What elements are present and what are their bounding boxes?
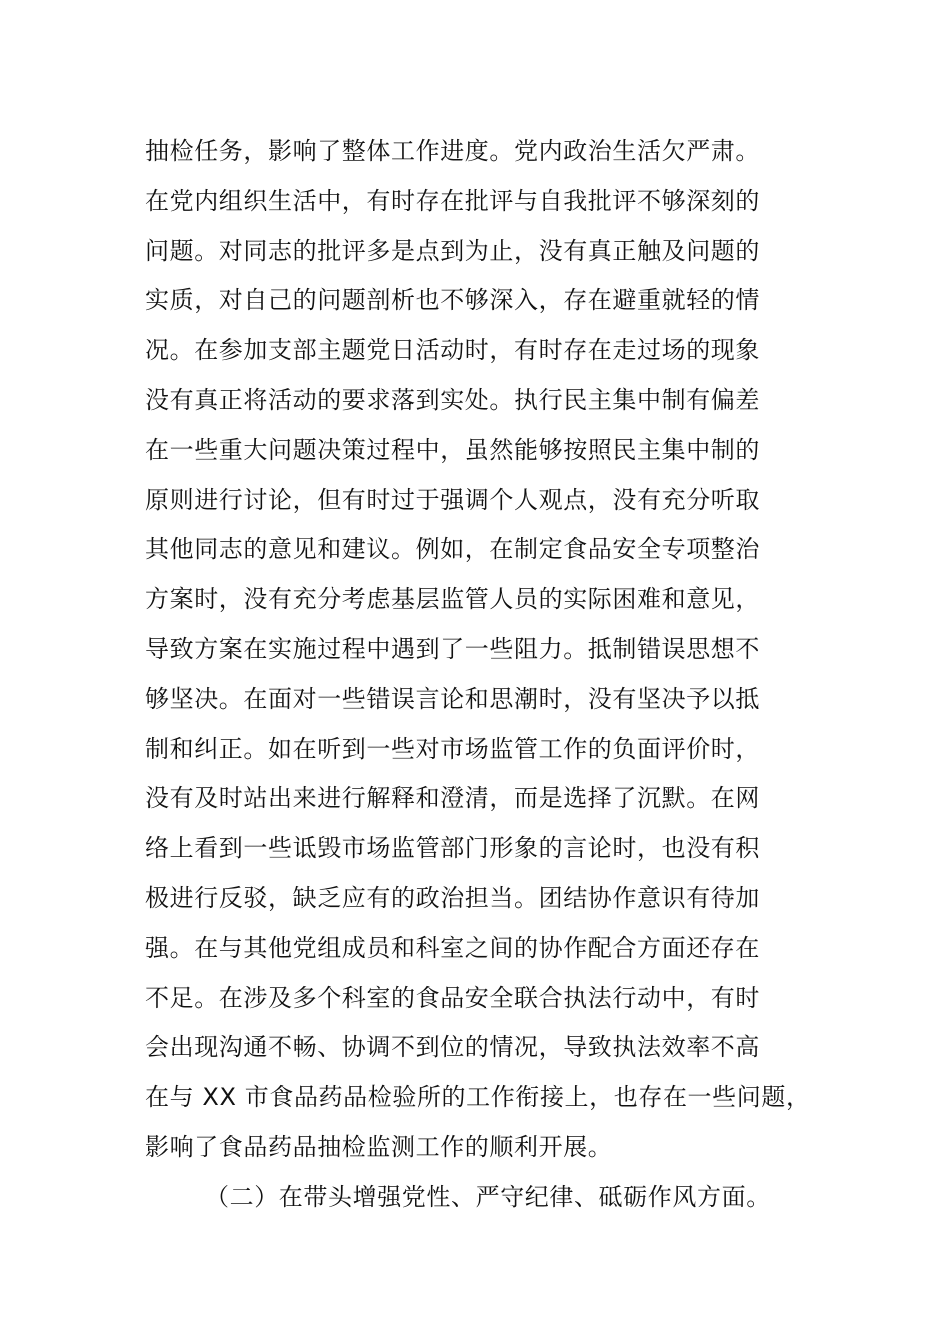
text-line: 导致方案在实施过程中遇到了一些阻力。抵制错误思想不: [145, 634, 760, 663]
text-line: 络上看到一些诋毁市场监管部门形象的言论时，也没有积: [145, 834, 760, 863]
text-line: 不足。在涉及多个科室的食品安全联合执法行动中，有时: [145, 983, 760, 1012]
text-line: 强。在与其他党组成员和科室之间的协作配合方面还存在: [145, 933, 760, 962]
text-line: 制和纠正。如在听到一些对市场监管工作的负面评价时，: [145, 734, 760, 763]
text-line: 问题。对同志的批评多是点到为止，没有真正触及问题的: [145, 236, 760, 265]
text-line: 没有真正将活动的要求落到实处。执行民主集中制有偏差: [145, 385, 760, 414]
text-line: 在党内组织生活中，有时存在批评与自我批评不够深刻的: [145, 186, 760, 215]
text-line: 极进行反驳，缺乏应有的政治担当。团结协作意识有待加: [145, 883, 760, 912]
text-line: 其他同志的意见和建议。例如，在制定食品安全专项整治: [145, 535, 760, 564]
text-line: 原则进行讨论，但有时过于强调个人观点，没有充分听取: [145, 485, 760, 514]
text-line: 够坚决。在面对一些错误言论和思潮时，没有坚决予以抵: [145, 684, 760, 713]
text-line: 在一些重大问题决策过程中，虽然能够按照民主集中制的: [145, 435, 760, 464]
body-paragraph: [145, 127, 845, 1173]
text-line: 会出现沟通不畅、协调不到位的情况，导致执法效率不高: [145, 1033, 760, 1062]
text-line: 抽检任务，影响了整体工作进度。党内政治生活欠严肃。: [145, 137, 760, 165]
text-line: 实质，对自己的问题剖析也不够深入，存在避重就轻的情: [145, 286, 760, 315]
text-line: 况。在参加支部主题党日活动时，有时存在走过场的现象: [145, 336, 760, 365]
text-line: 影响了食品药品抽检监测工作的顺利开展。: [145, 1132, 613, 1161]
text-line: 没有及时站出来进行解释和澄清，而是选择了沉默。在网: [145, 784, 760, 813]
text-line: 方案时，没有充分考虑基层监管人员的实际困难和意见，: [145, 585, 760, 614]
section-heading: （二）在带头增强党性、严守纪律、砥砺作风方面。: [205, 1183, 771, 1211]
text-line: 在与 XX 市食品药品检验所的工作衔接上，也存在一些问题，: [145, 1083, 811, 1112]
